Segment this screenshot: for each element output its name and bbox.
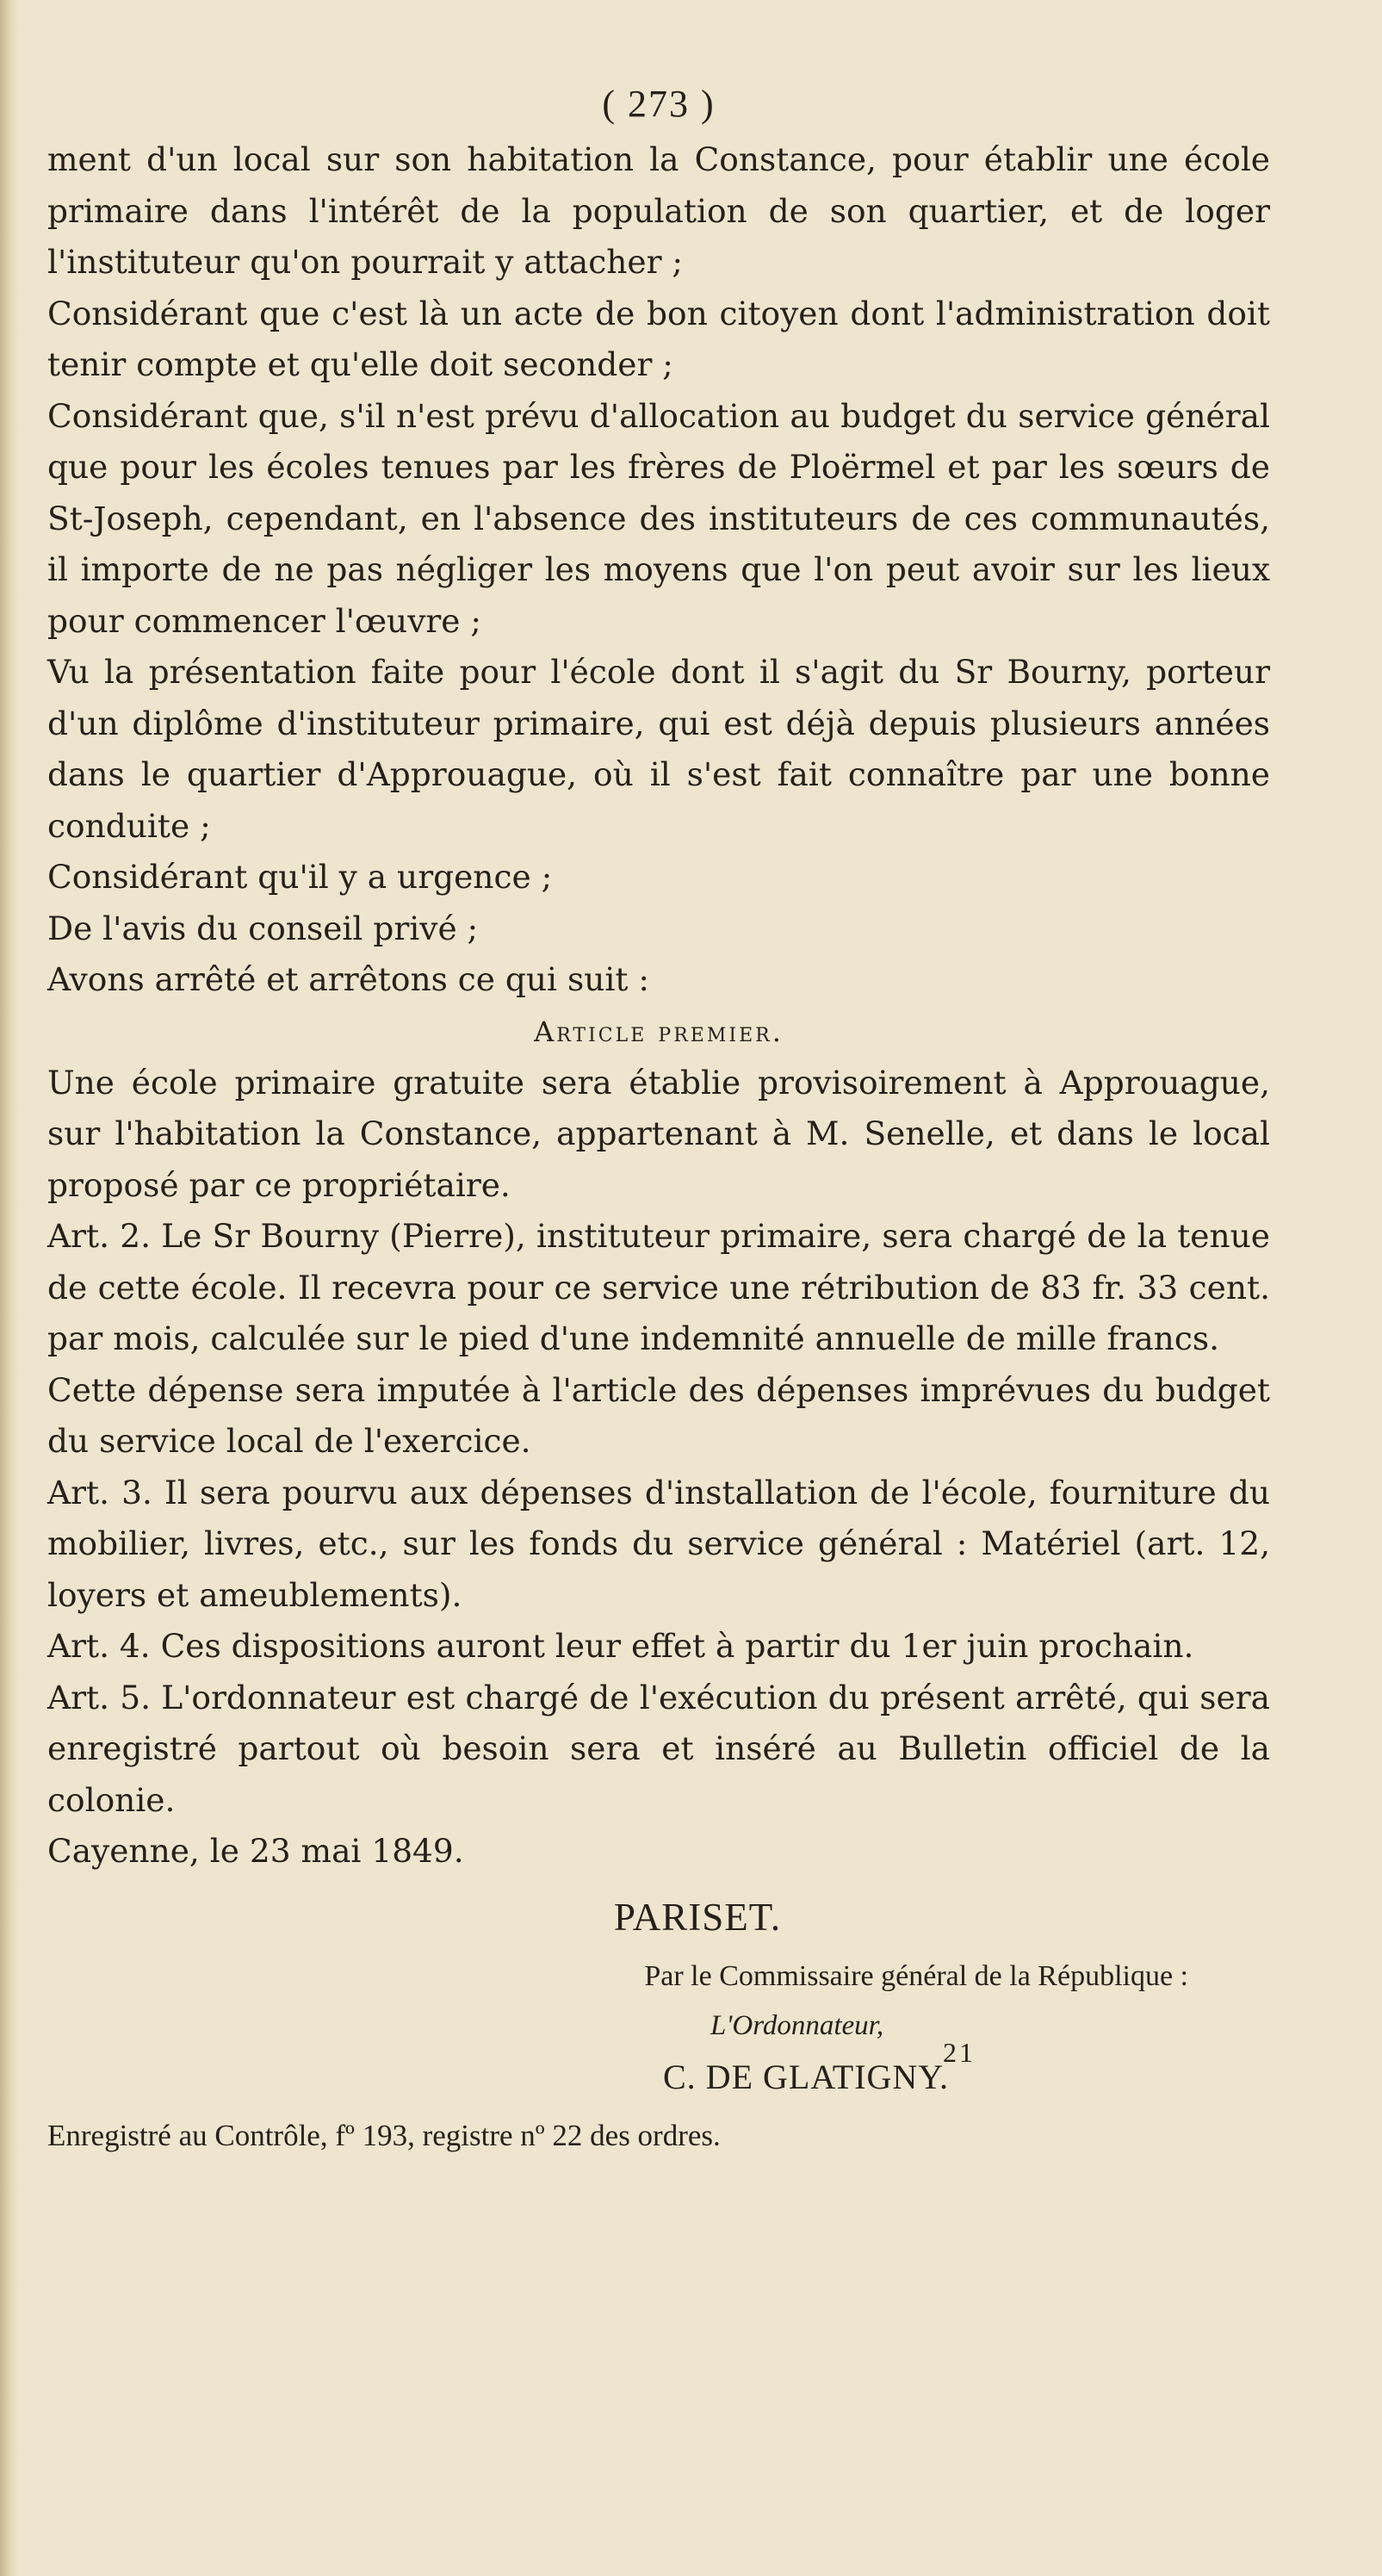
article-1: Une école primaire gratuite sera établie provisoirement à Approuague, sur l'habitation la Constance, appartenant à M. Senelle, et dans le local proposé par ce propriétaire.	[47, 1063, 1270, 1204]
paragraph-urgence: Considérant qu'il y a urgence ;	[47, 858, 553, 896]
document-page	[47, 82, 1270, 2162]
par-commissaire-line: Par le Commissaire général de la République :	[644, 1959, 1188, 1992]
article-5: Art. 5. L'ordonnateur est chargé de l'exécution du présent arrêté, qui sera enregistré partout où besoin sera et inséré au Bulletin officiel de la colonie.	[47, 1678, 1270, 1819]
article-heading: Article premier.	[534, 1015, 784, 1048]
paragraph-avis-conseil: De l'avis du conseil privé ;	[47, 909, 479, 947]
article-2-expense: Cette dépense sera imputée à l'article des dépenses imprévues du budget du service local de l'exercice.	[47, 1370, 1270, 1460]
paragraph-vu-presentation: Vu la présentation faite pour l'école dont il s'agit du Sr Bourny, porteur d'un diplôme d'instituteur primaire, qui est déjà depuis plusieurs années dans le quartier d'Approuague, où il s'est fait connaître par une bonne conduite ;	[47, 653, 1270, 845]
ordonnateur-title: L'Ordonnateur,	[710, 2009, 884, 2041]
paragraph-avons-arrete: Avons arrêté et arrêtons ce qui suit :	[47, 960, 649, 998]
sheet-number: 21	[943, 2037, 976, 2068]
page-number: ( 273 )	[602, 83, 716, 125]
paragraph-continuation: ment d'un local sur son habitation la Constance, pour établir une école primaire dans l'intérêt de la population de son quartier, et de loger l'instituteur qu'on pourrait y attacher ;	[47, 140, 1270, 281]
paragraph-considerant-budget: Considérant que, s'il n'est prévu d'allocation au budget du service général que pour les écoles tenues par les frères de Ploërmel et par les sœurs de St-Joseph, cependant, en l'absence des instituteurs de ces communautés, il importe de ne pas négliger les moyens que l'on peut avoir sur les lieux pour commencer l'œuvre ;	[47, 396, 1270, 640]
paragraph-considerant-citoyen: Considérant que c'est là un acte de bon citoyen dont l'administration doit tenir compte et qu'elle doit seconder ;	[47, 294, 1270, 383]
enregistrement-line: Enregistré au Contrôle, fº 193, registre nº 22 des ordres.	[47, 2118, 721, 2152]
article-2: Art. 2. Le Sr Bourny (Pierre), instituteur primaire, sera chargé de la tenue de cette école. Il recevra pour ce service une rétribution de 83 fr. 33 cent. par mois, calculée sur le pied d'une indemnité annuelle de mille francs.	[47, 1217, 1270, 1357]
signature-glatigny: C. DE GLATIGNY.	[663, 2057, 950, 2096]
article-4: Art. 4. Ces dispositions auront leur effet à partir du 1er juin prochain.	[47, 1627, 1194, 1665]
date-line: Cayenne, le 23 mai 1849.	[47, 1832, 464, 1870]
article-3: Art. 3. Il sera pourvu aux dépenses d'installation de l'école, fourniture du mobilier, livres, etc., sur les fonds du service général : Matériel (art. 12, loyers et ameublements).	[47, 1473, 1270, 1614]
signature-pariset: PARISET.	[613, 1895, 782, 1939]
page-binding-edge	[0, 0, 19, 2576]
